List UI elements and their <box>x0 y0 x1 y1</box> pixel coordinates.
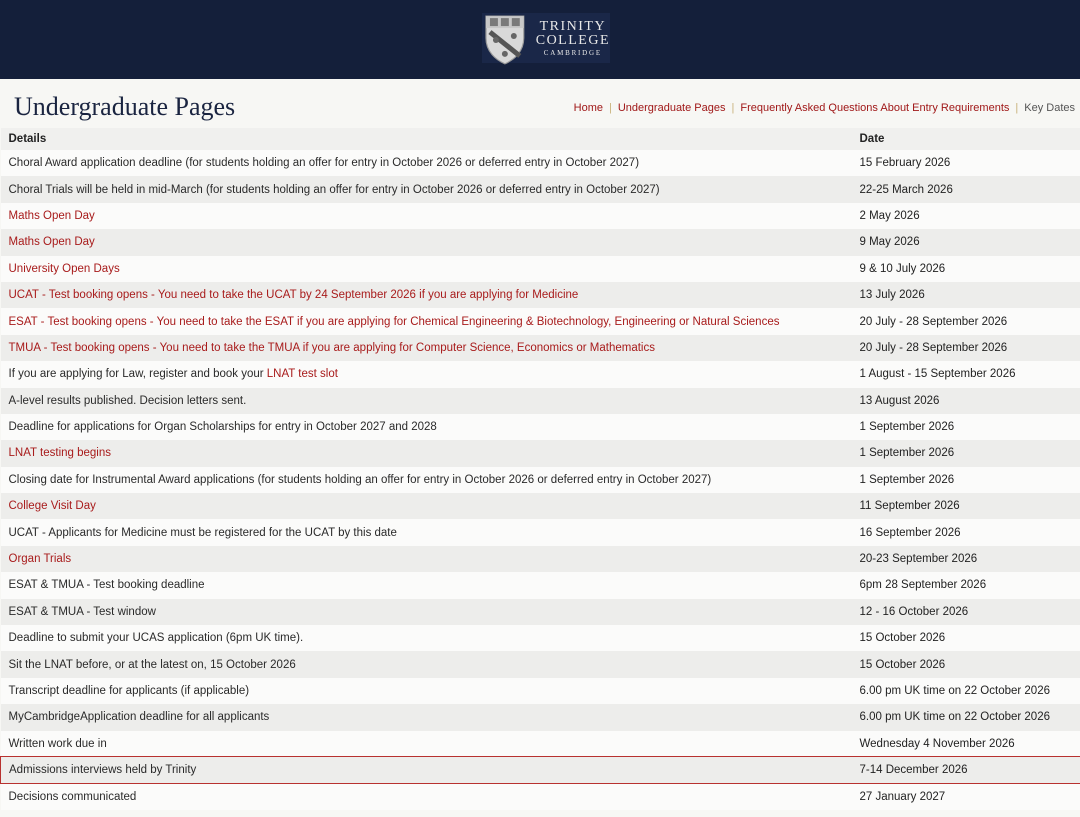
table-row <box>1 783 1080 809</box>
event-details-text: Transcript deadline for applicants (if applicable) <box>8 685 250 697</box>
event-date: 7-14 December 2026 <box>852 757 1080 783</box>
event-link[interactable] <box>1 203 852 229</box>
breadcrumb-undergraduate-pages[interactable]: Undergraduate Pages <box>617 102 726 114</box>
event-date: 12 - 16 October 2026 <box>859 605 969 618</box>
event-date: 22-25 March 2026 <box>859 183 953 196</box>
event-date: 15 February 2026 <box>859 157 951 170</box>
event-details <box>1 783 852 809</box>
column-header-details: Details <box>1 128 852 150</box>
event-link[interactable] <box>1 335 852 361</box>
event-link[interactable] <box>1 546 852 572</box>
event-details <box>1 757 852 783</box>
table-row <box>1 176 1080 202</box>
event-date: 2 May 2026 <box>859 209 920 222</box>
event-details <box>1 731 852 757</box>
table-row <box>1 150 1080 176</box>
event-date: 20-23 September 2026 <box>859 553 978 566</box>
event-details-text: A-level results published. Decision letters sent. <box>8 394 247 407</box>
event-date: 15 October 2026 <box>859 632 946 645</box>
key-dates-table <box>0 128 1080 810</box>
page-header <box>0 79 1080 128</box>
trinity-college-logo[interactable] <box>482 13 610 63</box>
table-row <box>1 651 1080 677</box>
event-link[interactable] <box>1 308 852 334</box>
logo-line-2: COLLEGE <box>535 32 610 48</box>
logo-wordmark <box>536 20 610 57</box>
table-row <box>1 256 1080 282</box>
event-link[interactable] <box>1 440 852 466</box>
event-details-text: Written work due in <box>8 737 107 750</box>
college-crest-icon <box>482 12 528 66</box>
event-link[interactable] <box>1 229 852 255</box>
table-row <box>1 572 1080 598</box>
breadcrumb-home[interactable]: Home <box>573 102 603 114</box>
table-row <box>1 731 1080 757</box>
event-details-text: Admissions interviews held by Trinity <box>9 764 197 777</box>
table-row <box>1 625 1080 651</box>
table-row <box>1 203 1080 229</box>
event-details <box>1 572 852 598</box>
table-row <box>1 704 1080 730</box>
table-row <box>1 599 1080 625</box>
event-details <box>1 651 852 677</box>
table-row <box>1 757 1080 783</box>
event-date: 16 September 2026 <box>859 526 961 539</box>
event-date: 13 July 2026 <box>859 289 925 302</box>
event-details-text: Deadline for applications for Organ Scholarships for entry in October 2027 and 2028 <box>8 421 437 434</box>
event-details-text: If you are applying for Law, register and book your <box>8 368 267 381</box>
event-details <box>1 467 852 493</box>
table-row <box>1 282 1080 308</box>
table-row <box>1 678 1080 704</box>
table-row <box>1 229 1080 255</box>
event-details-text: Deadline to submit your UCAS application (6pm UK time). <box>8 632 304 645</box>
event-date: 27 January 2027 <box>859 790 946 803</box>
event-date: 1 September 2026 <box>859 447 955 460</box>
event-details-text[interactable]: Organ Trials <box>8 553 72 566</box>
event-details-text: Sit the LNAT before, or at the latest on, 15 October 2026 <box>8 658 296 671</box>
event-link[interactable] <box>1 256 852 282</box>
event-details-text[interactable]: Maths Open Day <box>8 209 95 222</box>
event-date: 20 July - 28 September 2026 <box>859 315 1008 328</box>
event-details <box>1 388 852 414</box>
event-details <box>1 599 852 625</box>
event-details-text: UCAT - Applicants for Medicine must be registered for the UCAT by this date <box>8 526 397 539</box>
event-details <box>1 704 852 730</box>
table-row <box>1 388 1080 414</box>
page-title: Undergraduate Pages <box>14 92 236 121</box>
event-details-text[interactable]: Maths Open Day <box>8 236 95 249</box>
event-details-text[interactable]: LNAT testing begins <box>8 447 111 460</box>
table-row <box>1 519 1080 545</box>
table-row <box>1 361 1080 387</box>
event-details <box>1 361 852 387</box>
event-details <box>1 678 852 704</box>
table-header-row <box>1 128 1080 150</box>
table-row <box>1 546 1080 572</box>
breadcrumb-separator: | <box>1015 102 1019 114</box>
column-header-date: Date <box>852 128 1080 150</box>
breadcrumb-separator: | <box>608 102 612 114</box>
logo-line-3: CAMBRIDGE <box>543 48 602 57</box>
breadcrumb-faq-entry-requirements[interactable]: Frequently Asked Questions About Entry Requirements <box>740 102 1010 114</box>
event-date: Wednesday 4 November 2026 <box>859 737 1015 750</box>
event-date: 9 & 10 July 2026 <box>859 262 946 275</box>
table-row <box>1 414 1080 440</box>
event-details <box>1 414 852 440</box>
breadcrumb-current-key-dates: Key Dates <box>1024 102 1075 114</box>
event-date: 1 August - 15 September 2026 <box>859 368 1016 381</box>
event-details <box>1 150 852 176</box>
event-link[interactable] <box>1 493 852 519</box>
event-details-text[interactable]: ESAT - Test booking opens - You need to take the ESAT if you are applying for Chemical Engineering & Biotechnology, Engineering or Natural Sciences <box>8 315 780 328</box>
lnat-test-slot-link[interactable]: LNAT test slot <box>266 368 338 381</box>
breadcrumb-separator: | <box>731 102 735 114</box>
event-details <box>1 625 852 651</box>
event-date: 15 October 2026 <box>859 658 946 671</box>
event-date: 1 September 2026 <box>859 473 955 486</box>
event-date: 6.00 pm UK time on 22 October 2026 <box>859 711 1050 724</box>
event-details-text: ESAT & TMUA - Test booking deadline <box>8 579 205 592</box>
event-details-text[interactable]: TMUA - Test booking opens - You need to take the TMUA if you are applying for Computer Science, Economics or Mathematics <box>8 341 655 354</box>
event-date: 1 September 2026 <box>859 421 955 434</box>
event-details-text[interactable]: College Visit Day <box>8 500 96 513</box>
table-row <box>1 493 1080 519</box>
event-details-text: Closing date for Instrumental Award applications (for students holding an offer for entry in October 2026 or deferred entry in October 2027) <box>8 473 712 486</box>
event-date: 13 August 2026 <box>859 394 940 407</box>
event-details-text: Choral Award application deadline (for students holding an offer for entry in October 2026 or deferred entry in October 2027) <box>8 157 640 170</box>
event-details <box>1 176 852 202</box>
event-date: 6pm 28 September 2026 <box>859 579 987 592</box>
logo-line-1: TRINITY <box>539 18 607 34</box>
event-details <box>1 519 852 545</box>
event-date: 6.00 pm UK time on 22 October 2026 <box>859 685 1050 697</box>
event-details-text[interactable]: UCAT - Test booking opens - You need to take the UCAT by 24 September 2026 if you are applying for Medicine <box>8 289 579 302</box>
table-row <box>1 308 1080 334</box>
event-details-text: ESAT & TMUA - Test window <box>8 605 156 618</box>
event-details-text: MyCambridgeApplication deadline for all applicants <box>8 711 270 724</box>
breadcrumb <box>574 102 1075 114</box>
site-header <box>0 0 1080 79</box>
event-details-text: Decisions communicated <box>8 790 137 803</box>
table-row <box>1 440 1080 466</box>
event-date: 20 July - 28 September 2026 <box>859 341 1008 354</box>
event-details-text[interactable]: University Open Days <box>8 262 120 275</box>
event-date: 11 September 2026 <box>859 500 960 513</box>
event-link[interactable] <box>1 282 852 308</box>
event-details-text: Choral Trials will be held in mid-March (for students holding an offer for entry in October 2026 or deferred entry in October 2027) <box>8 183 660 196</box>
event-date: 9 May 2026 <box>859 236 920 249</box>
table-row <box>1 467 1080 493</box>
table-row <box>1 335 1080 361</box>
